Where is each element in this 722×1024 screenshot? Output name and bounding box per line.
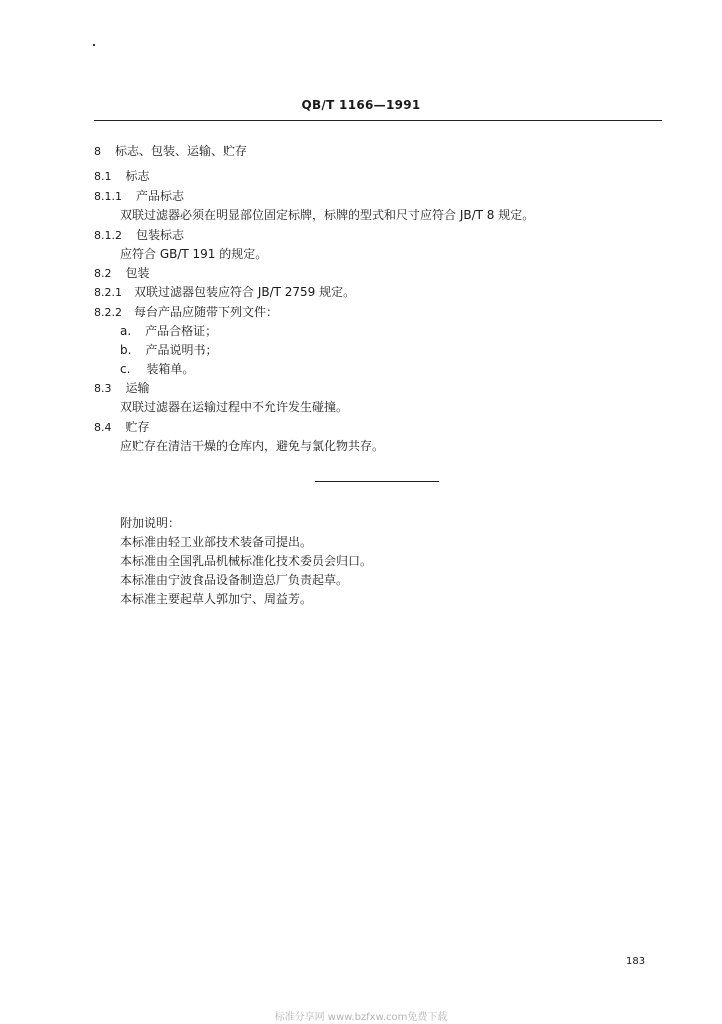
- clause-number: 8.1: [94, 170, 112, 183]
- list-item: [120, 322, 217, 339]
- clause-title: 产品标志: [136, 189, 185, 203]
- list-text: 产品合格证；: [145, 324, 218, 338]
- header-rule: [94, 120, 662, 121]
- document-code-header: QB/T 1166—1991: [301, 98, 421, 112]
- clause-title: 包装标志: [136, 228, 185, 242]
- clause-title: 标志: [125, 169, 150, 183]
- end-separator: [315, 481, 439, 482]
- clause-8-4-text: 应贮存在清洁干燥的仓库内，避免与氯化物共存。: [120, 439, 385, 453]
- clause-title: 包装: [125, 266, 150, 280]
- clause-text: 每台产品应随带下列文件：: [134, 305, 279, 319]
- footer-watermark: 标准分享网 www.bzfxw.com免费下载: [274, 1012, 448, 1023]
- section-number: 8: [94, 145, 101, 158]
- clause-8-3-text: 双联过滤器在运输过程中不允许发生碰撞。: [120, 400, 349, 414]
- clause-number: 8.4: [94, 421, 112, 434]
- clause-8-1-heading: [94, 167, 150, 184]
- list-text: 装箱单。: [146, 362, 195, 376]
- list-marker: b.: [120, 343, 132, 357]
- clause-number: 8.2: [94, 267, 112, 280]
- clause-text: 双联过滤器包装应符合 JB/T 2759 规定。: [134, 285, 356, 299]
- clause-8-2-2: [94, 303, 278, 320]
- list-item: [120, 341, 217, 358]
- notes-line: 本标准由轻工业部技术装备司提出。: [120, 535, 313, 549]
- scan-speck: [93, 44, 95, 46]
- section-title: 标志、包装、运输、贮存: [115, 144, 248, 158]
- list-text: 产品说明书；: [145, 343, 218, 357]
- clause-8-2-heading: [94, 264, 150, 281]
- notes-line: 本标准主要起草人郭加宁、周益芳。: [120, 592, 313, 606]
- clause-8-1-2-text: 应符合 GB/T 191 的规定。: [120, 247, 268, 261]
- notes-heading: 附加说明：: [120, 516, 181, 530]
- page-number: 183: [626, 956, 646, 967]
- clause-number: 8.3: [94, 382, 112, 395]
- clause-8-2-1: [94, 283, 355, 300]
- clause-number: 8.1.1: [94, 190, 122, 203]
- list-item: [120, 360, 194, 377]
- list-marker: c.: [120, 362, 131, 376]
- clause-8-3-heading: [94, 379, 150, 396]
- clause-8-4-heading: [94, 418, 150, 435]
- clause-8-1-2-heading: [94, 226, 184, 243]
- clause-title: 贮存: [125, 420, 150, 434]
- clause-number: 8.2.1: [94, 286, 122, 299]
- clause-title: 运输: [125, 381, 150, 395]
- notes-line: 本标准由宁波食品设备制造总厂负责起草。: [120, 573, 349, 587]
- notes-line: 本标准由全国乳品机械标准化技术委员会归口。: [120, 554, 373, 568]
- list-marker: a.: [120, 324, 132, 338]
- clause-number: 8.1.2: [94, 229, 122, 242]
- clause-8-1-1-text: 双联过滤器必须在明显部位固定标牌，标牌的型式和尺寸应符合 JB/T 8 规定。: [120, 208, 535, 222]
- clause-number: 8.2.2: [94, 306, 122, 319]
- section-8-heading: [94, 142, 247, 159]
- clause-8-1-1-heading: [94, 187, 184, 204]
